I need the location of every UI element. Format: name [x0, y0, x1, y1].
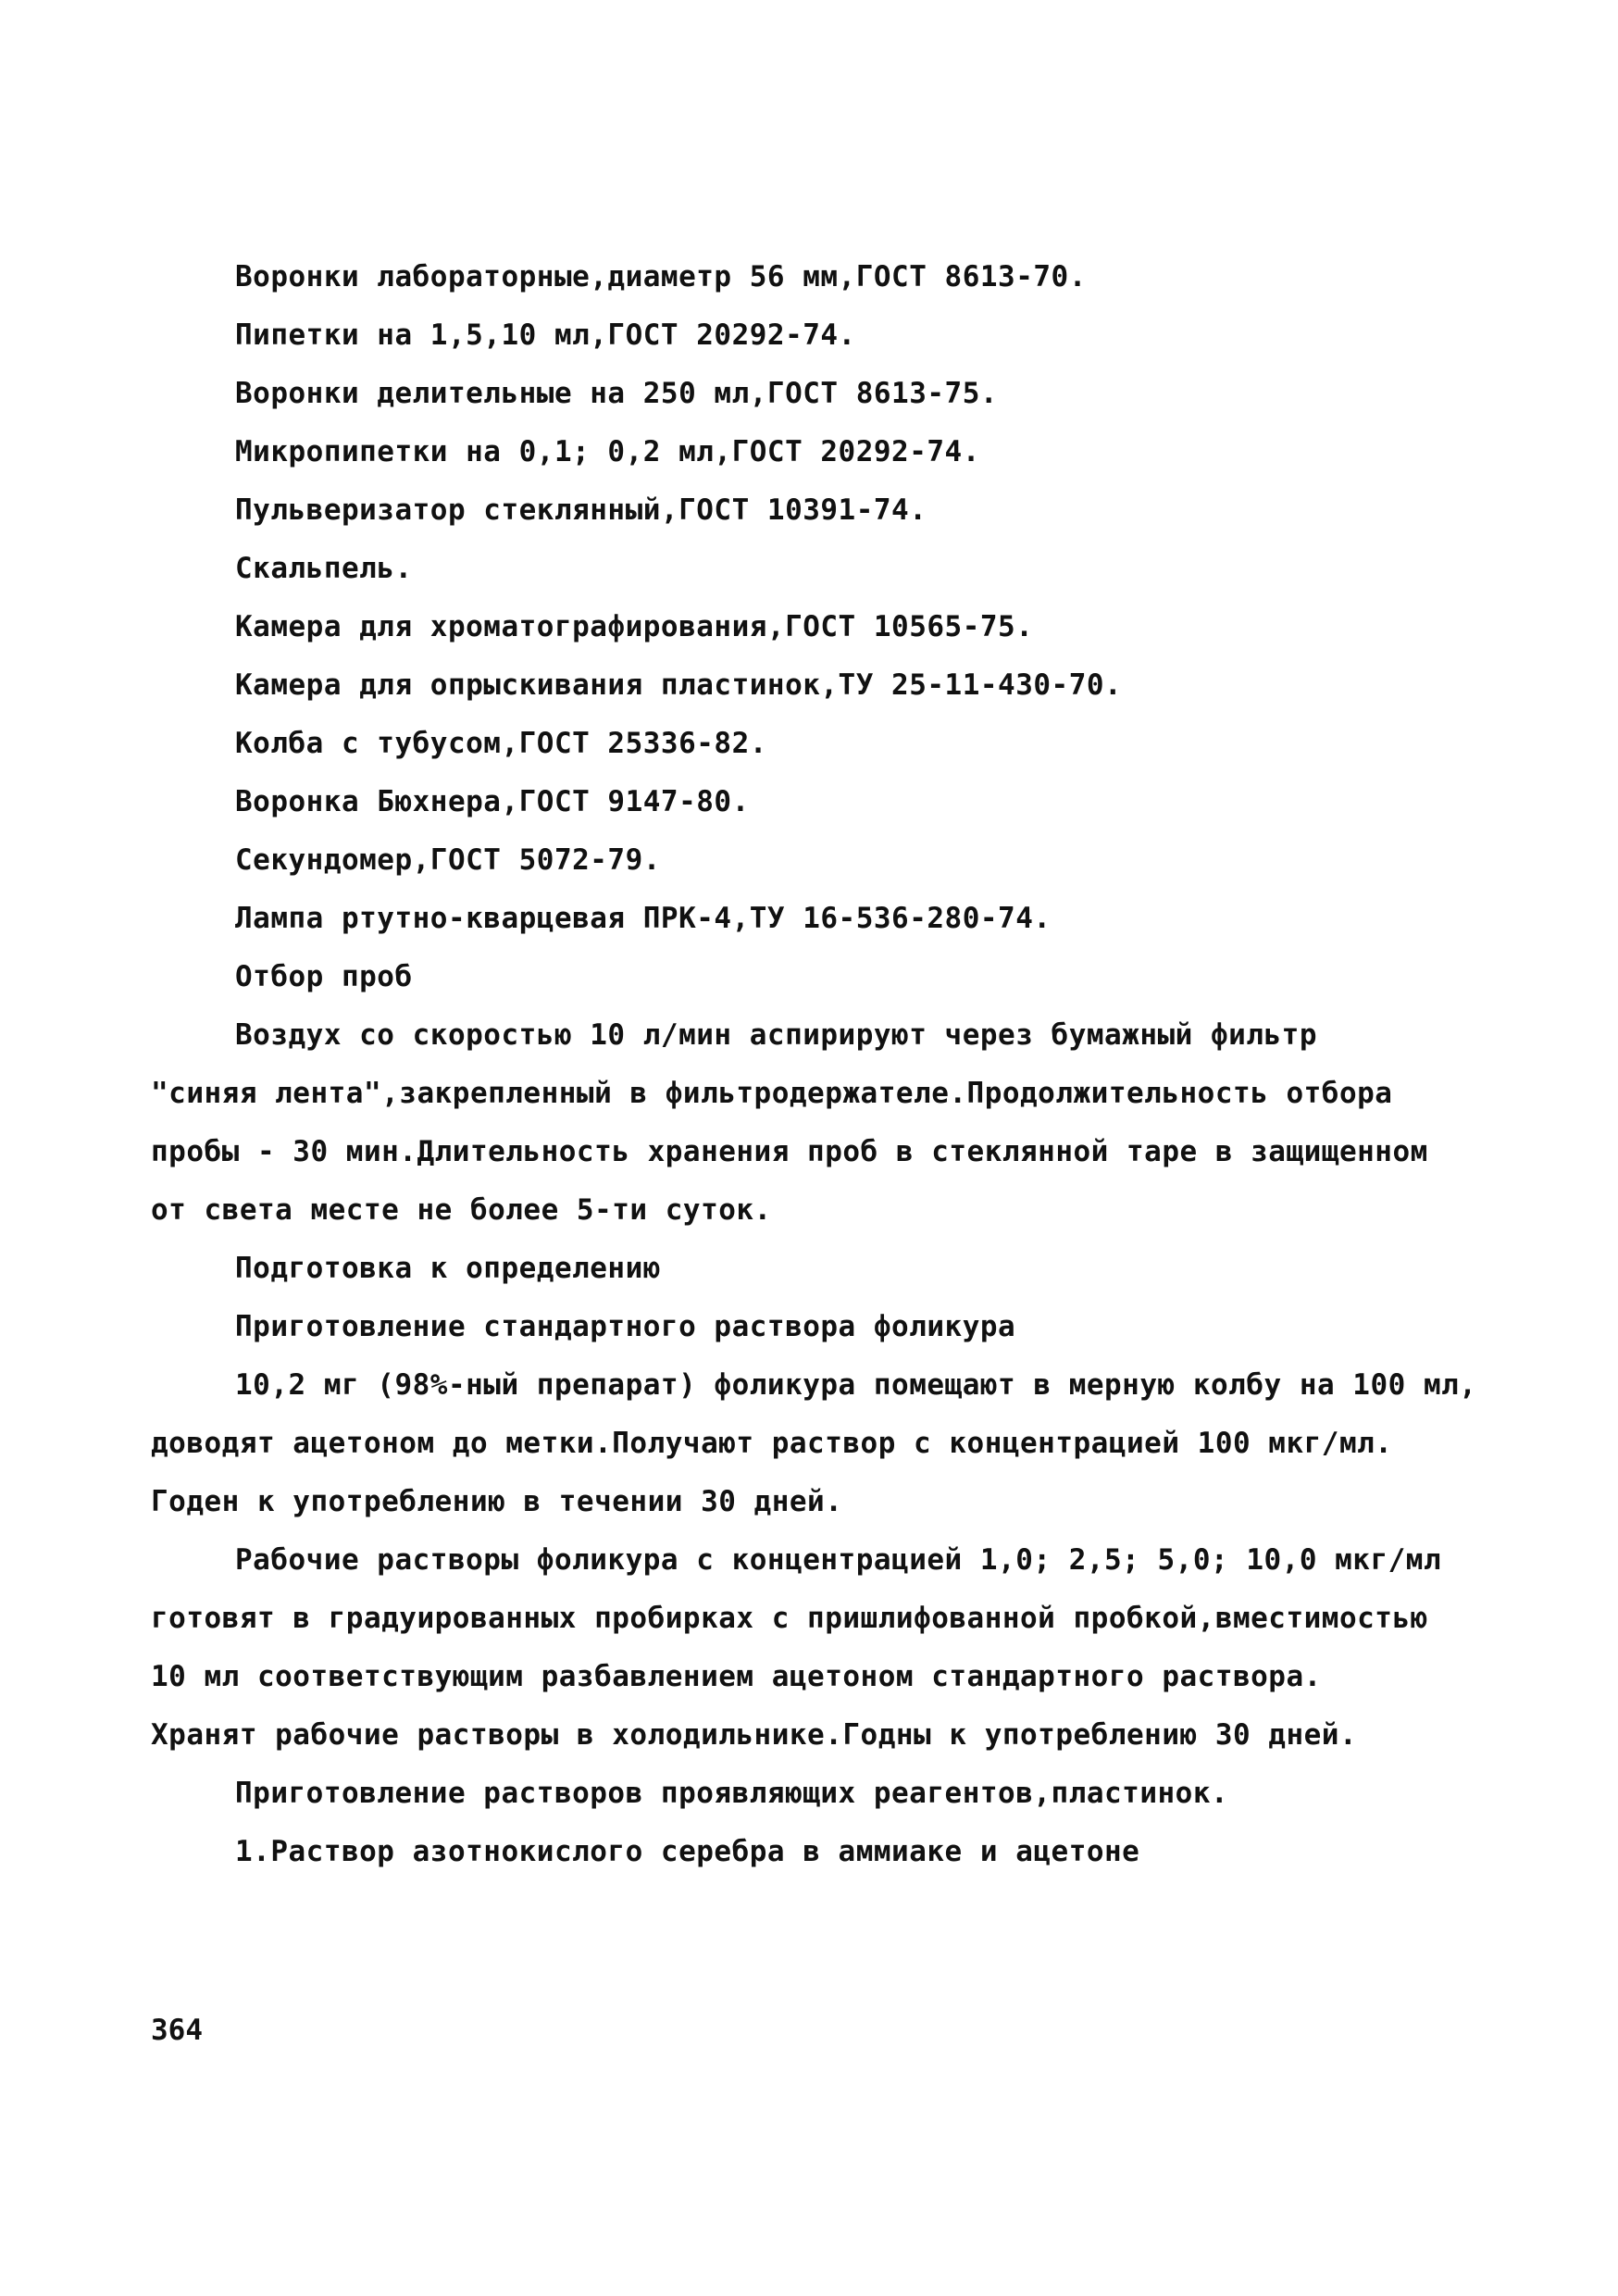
paragraph-line: Рабочие растворы фоликура с концентрацией 1,0; 2,5; 5,0; 10,0 мкг/мл — [235, 1543, 1442, 1577]
subsection-heading-reagents: Приготовление растворов проявляющих реагентов,пластинок. — [235, 1777, 1229, 1810]
list-item-reagent: 1.Раствор азотнокислого серебра в аммиаке и ацетоне — [235, 1835, 1140, 1868]
page-number: 364 — [151, 2014, 203, 2047]
equipment-item: Камера для опрыскивания пластинок,ТУ 25-11-430-70. — [235, 668, 1123, 702]
equipment-item: Камера для хроматографирования,ГОСТ 10565-75. — [235, 610, 1034, 643]
section-heading-sampling: Отбор проб — [235, 960, 413, 993]
equipment-item: Лампа ртутно-кварцевая ПРК-4,ТУ 16-536-280-74. — [235, 902, 1052, 935]
paragraph-line: 10 мл соответствующим разбавлением ацетоном стандартного раствора. — [151, 1660, 1322, 1693]
paragraph-line: "синяя лента",закрепленный в фильтродержателе.Продолжительность отбора — [151, 1077, 1393, 1110]
paragraph-line: пробы - 30 мин.Длительность хранения проб в стеклянной таре в защищенном — [151, 1135, 1428, 1168]
paragraph-line: доводят ацетоном до метки.Получают раствор с концентрацией 100 мкг/мл. — [151, 1427, 1393, 1460]
equipment-item: Секундомер,ГОСТ 5072-79. — [235, 843, 661, 877]
equipment-item: Воронки лабораторные,диаметр 56 мм,ГОСТ 8613-70. — [235, 260, 1087, 293]
equipment-item: Воронки делительные на 250 мл,ГОСТ 8613-75. — [235, 377, 999, 410]
subsection-heading-standard: Приготовление стандартного раствора фоликура — [235, 1310, 1016, 1343]
paragraph-line: Воздух со скоростью 10 л/мин аспирируют через бумажный фильтр — [235, 1018, 1317, 1052]
paragraph-line: Хранят рабочие растворы в холодильнике.Годны к употреблению 30 дней. — [151, 1718, 1358, 1752]
equipment-item: Воронка Бюхнера,ГОСТ 9147-80. — [235, 785, 750, 818]
paragraph-line: 10,2 мг (98%-ный препарат) фоликура помещают в мерную колбу на 100 мл, — [235, 1368, 1477, 1402]
equipment-item: Скальпель. — [235, 552, 413, 585]
equipment-item: Пульверизатор стеклянный,ГОСТ 10391-74. — [235, 493, 927, 527]
paragraph-line: Годен к употреблению в течении 30 дней. — [151, 1485, 843, 1518]
paragraph-line: от света месте не более 5-ти суток. — [151, 1193, 772, 1227]
paragraph-line: готовят в градуированных пробирках с пришлифованной пробкой,вместимостью — [151, 1602, 1428, 1635]
equipment-item: Колба с тубусом,ГОСТ 25336-82. — [235, 727, 767, 760]
equipment-item: Пипетки на 1,5,10 мл,ГОСТ 20292-74. — [235, 318, 856, 352]
equipment-item: Микропипетки на 0,1; 0,2 мл,ГОСТ 20292-74. — [235, 435, 980, 468]
section-heading-preparation: Подготовка к определению — [235, 1252, 661, 1285]
